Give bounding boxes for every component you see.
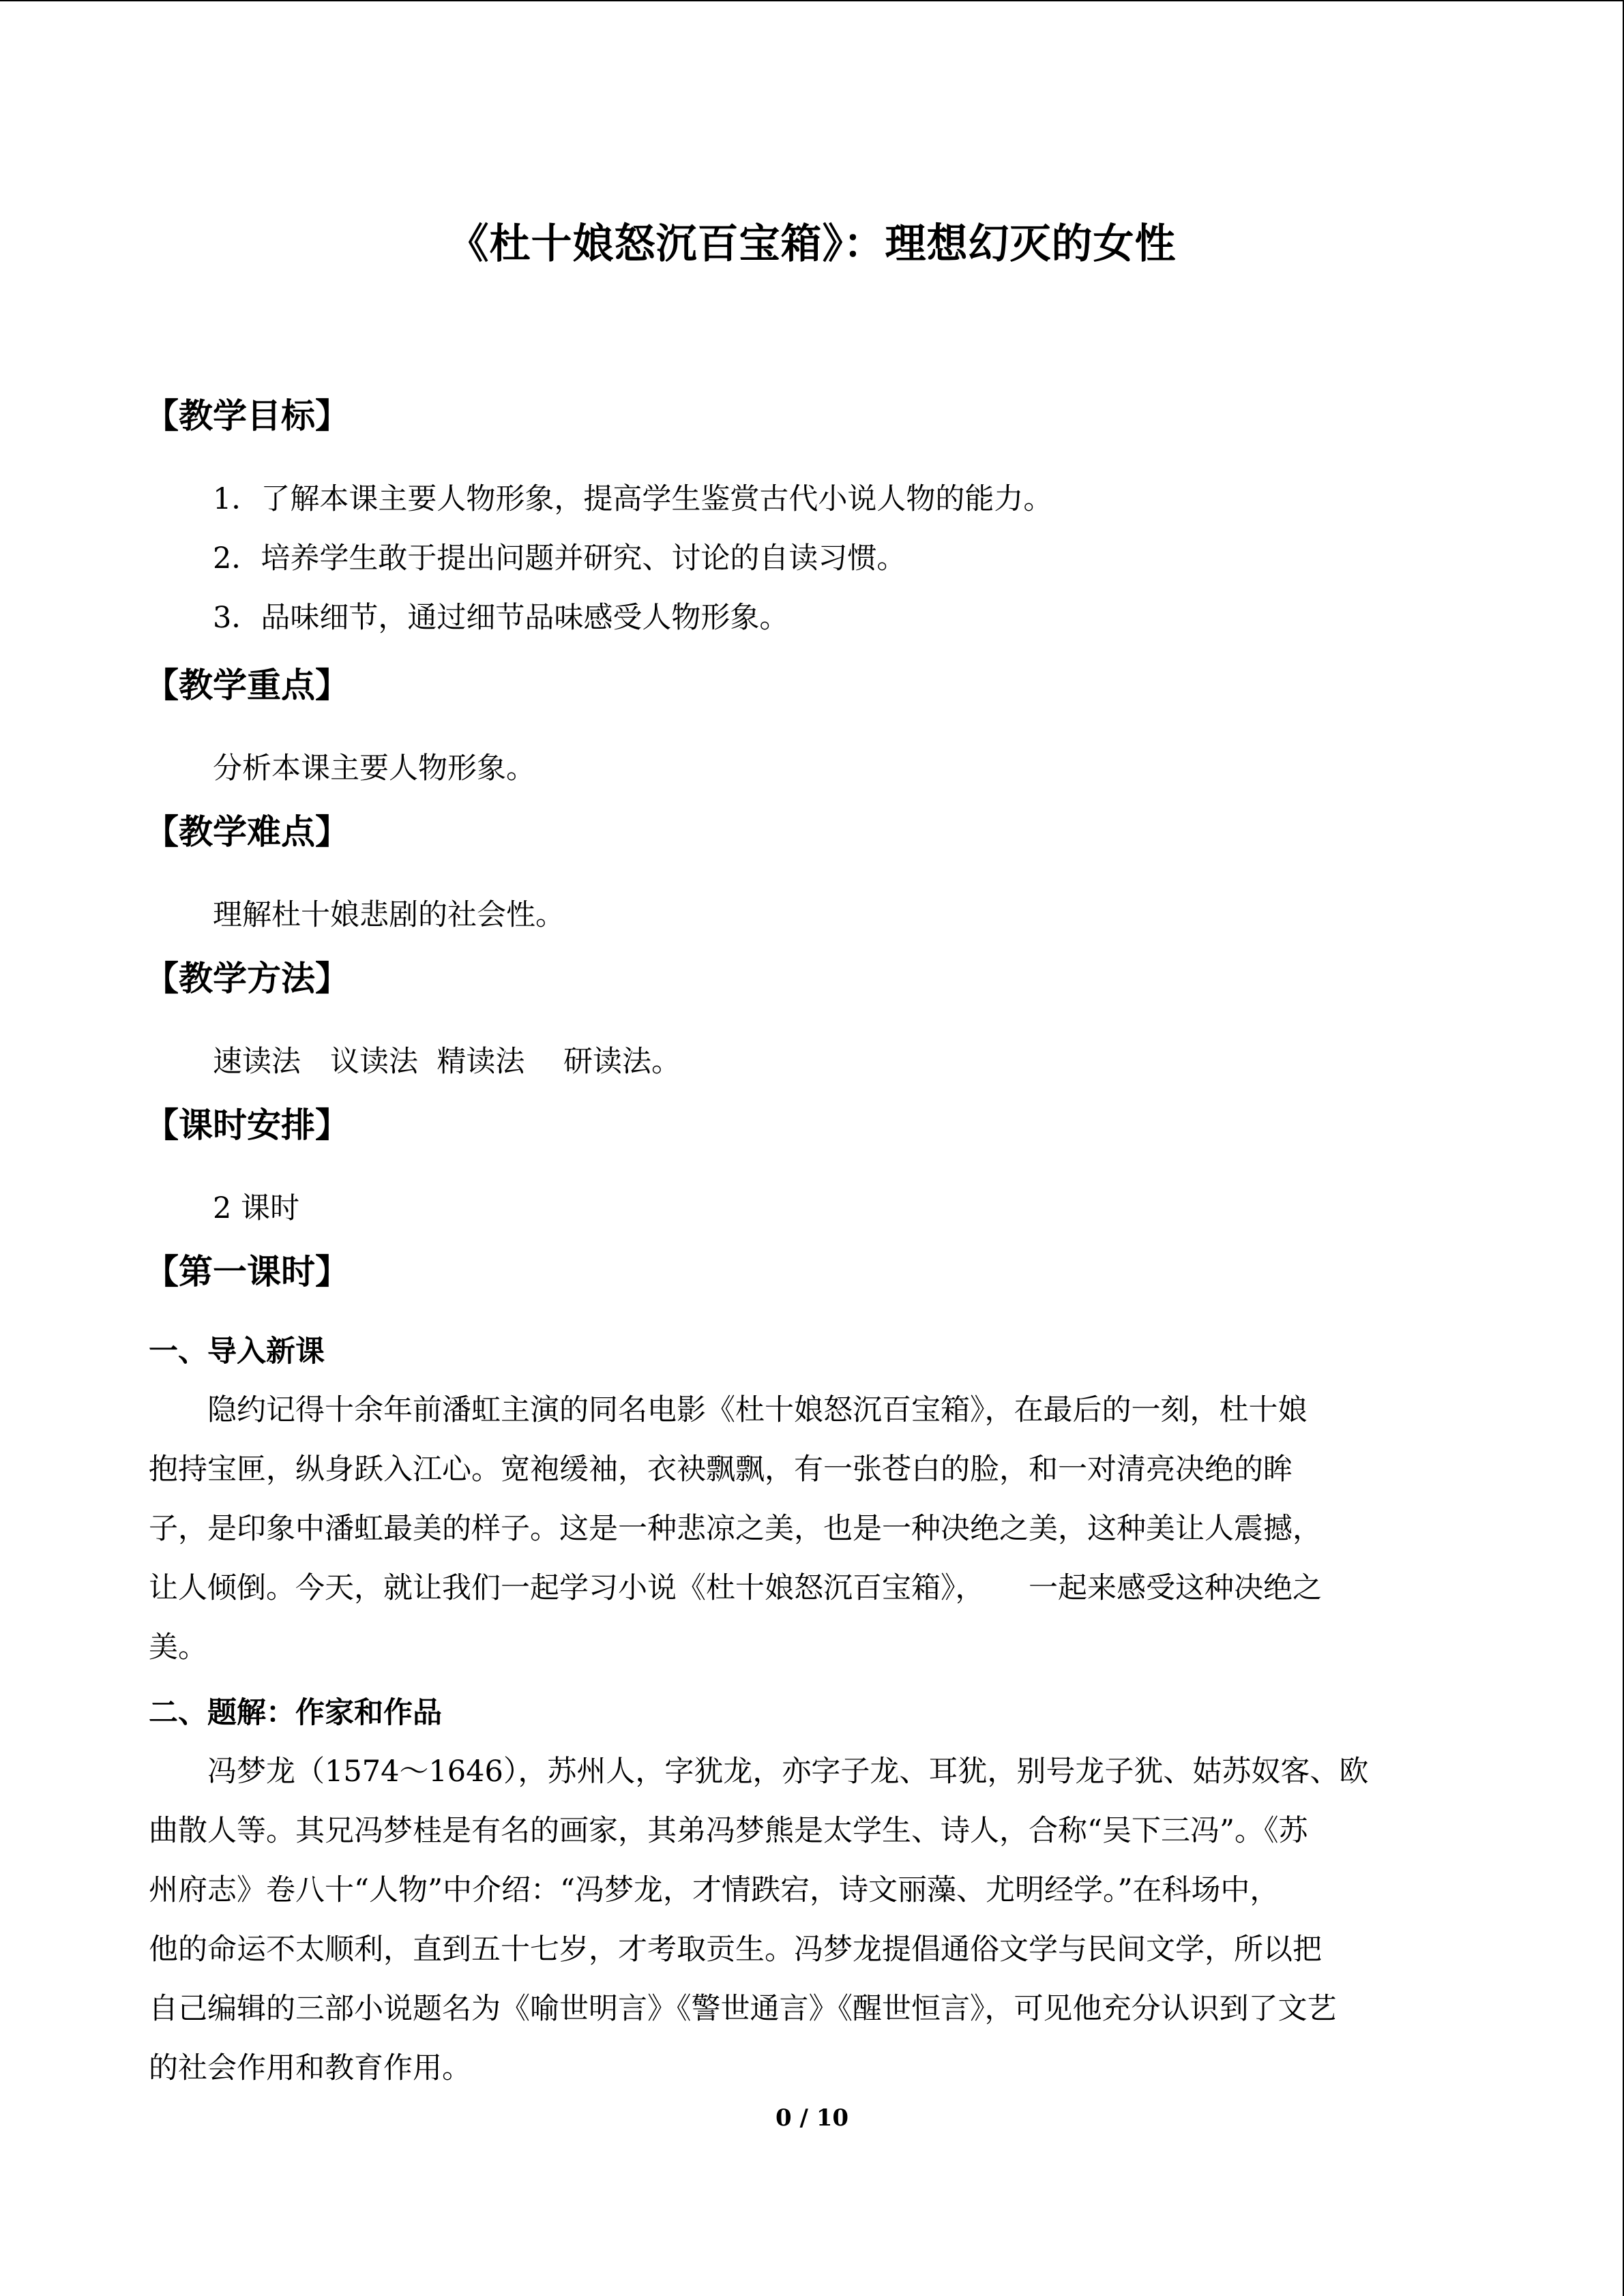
intro-line-2: 抱持宝匣，纵身跃入江心。宽袍缓袖，衣袂飘飘，有一张苍白的脸，和一对清亮决绝的眸 (149, 1452, 1293, 1487)
subheading-author: 二、题解：作家和作品 (149, 1696, 442, 1730)
section-heading-objectives: 【教学目标】 (145, 396, 349, 436)
author-line-4: 他的命运不太顺利，直到五十七岁，才考取贡生。冯梦龙提倡通俗文学与民间文学，所以把 (149, 1933, 1322, 1967)
objective-item-3: 3．品味细节，通过细节品味感受人物形象。 (213, 601, 789, 635)
key-points-text: 分析本课主要人物形象。 (213, 751, 535, 786)
section-heading-difficulties: 【教学难点】 (145, 811, 349, 852)
methods-text: 速读法 议读法 精读法 研读法。 (213, 1045, 681, 1079)
section-heading-schedule: 【课时安排】 (145, 1105, 349, 1145)
author-line-3: 州府志》卷八十“人物”中介绍：“冯梦龙，才情跌宕，诗文丽藻、尤明经学。”在科场中， (149, 1873, 1280, 1907)
author-line-6: 的社会作用和教育作用。 (149, 2051, 471, 2085)
author-line-2: 曲散人等。其兄冯梦桂是有名的画家，其弟冯梦熊是太学生、诗人，合称“吴下三冯”。《苏 (149, 1814, 1308, 1848)
schedule-text: 2 课时 (213, 1191, 300, 1225)
subheading-intro: 一、导入新课 (149, 1335, 325, 1369)
objective-item-1: 1．了解本课主要人物形象，提高学生鉴赏古代小说人物的能力。 (213, 482, 1053, 516)
intro-line-3: 子，是印象中潘虹最美的样子。这是一种悲凉之美，也是一种决绝之美，这种美让人震撼， (149, 1512, 1322, 1546)
intro-line-5: 美。 (149, 1630, 207, 1665)
intro-line-1: 隐约记得十余年前潘虹主演的同名电影《杜十娘怒沉百宝箱》，在最后的一刻，杜十娘 (149, 1393, 1308, 1427)
page-number: 0 / 10 (775, 2104, 849, 2132)
intro-paragraph (149, 1381, 1476, 1678)
section-heading-first-lesson: 【第一课时】 (145, 1251, 349, 1292)
document-title: 《杜十娘怒沉百宝箱》：理想幻灭的女性 (447, 220, 1177, 268)
author-line-5: 自己编辑的三部小说题名为《喻世明言》《警世通言》《醒世恒言》，可见他充分认识到了文艺 (149, 1992, 1337, 2026)
objective-item-2: 2．培养学生敢于提出问题并研究、讨论的自读习惯。 (213, 541, 906, 576)
author-line-1: 冯梦龙（1574～1646），苏州人，字犹龙，亦字子龙、耳犹，别号龙子犹、姑苏奴客、欧 (149, 1755, 1369, 1789)
intro-line-4: 让人倾倒。今天，就让我们一起学习小说《杜十娘怒沉百宝箱》， 一起来感受这种决绝之 (149, 1571, 1322, 1605)
section-heading-key-points: 【教学重点】 (145, 665, 349, 705)
author-paragraph (149, 1742, 1476, 2098)
difficulties-text: 理解杜十娘悲剧的社会性。 (213, 898, 565, 932)
section-heading-methods: 【教学方法】 (145, 958, 349, 998)
